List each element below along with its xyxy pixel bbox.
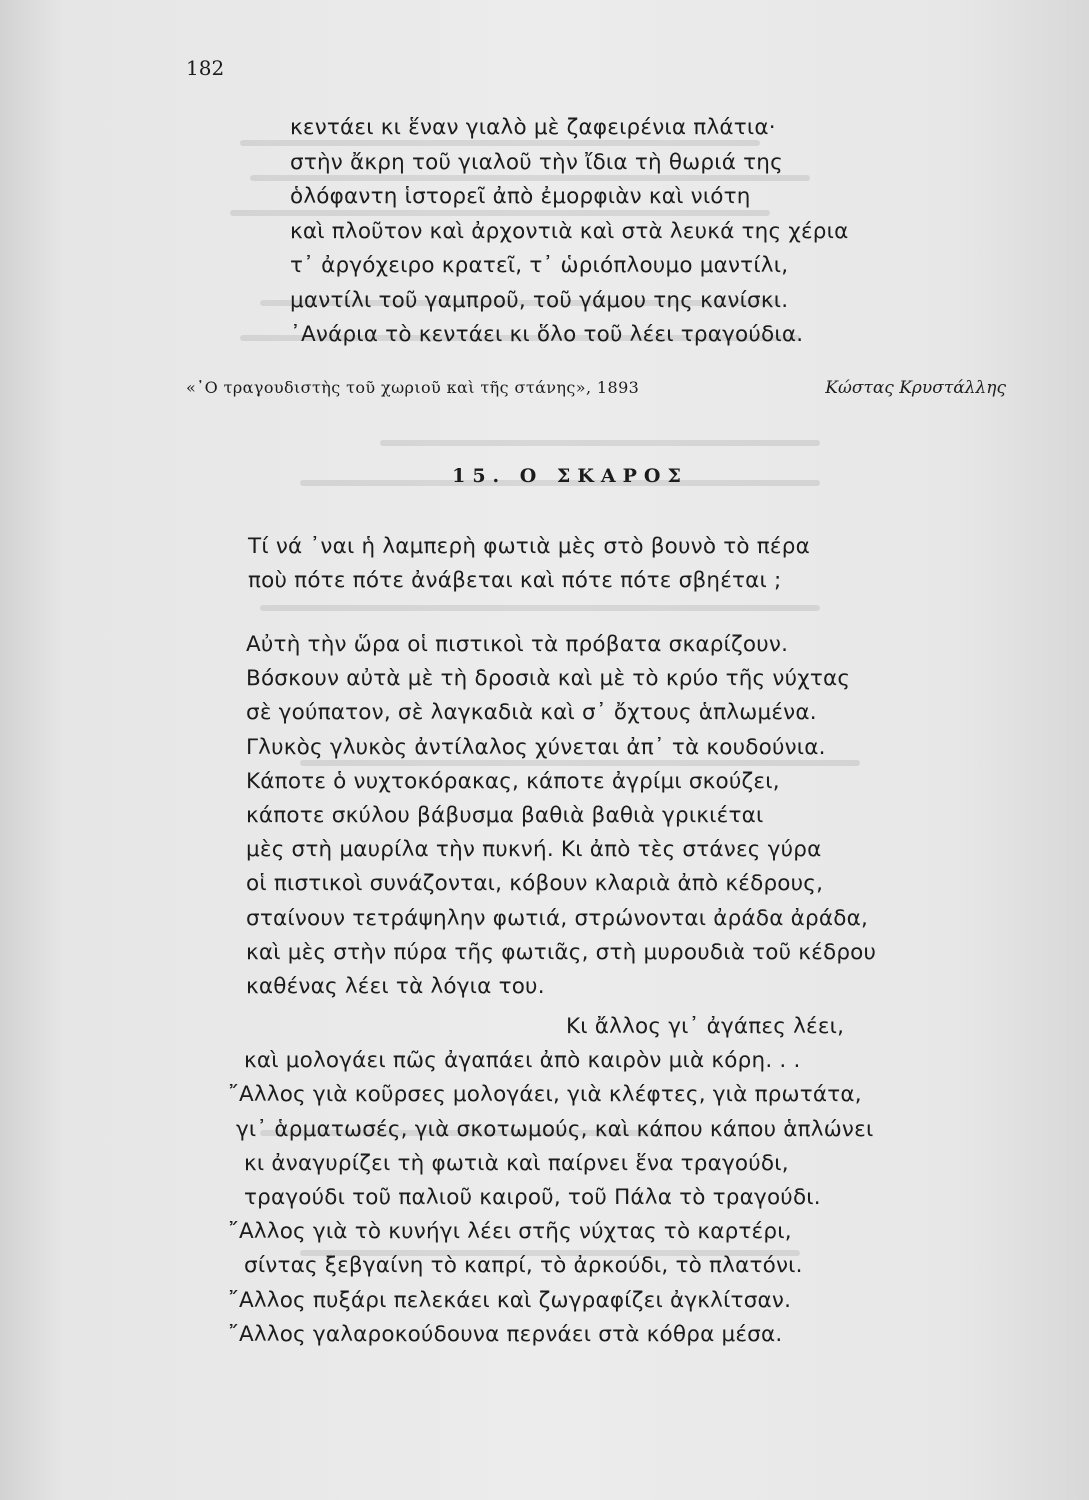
attribution [186, 378, 1006, 406]
verse-line: γι᾿ ἁρματωσές, γιὰ σκοτωμούς, καὶ κάπου κάπου ἁπλώνει [236, 1116, 874, 1142]
verse-line: ᾿Ανάρια τὸ κεντάει κι ὅλο τοῦ λέει τραγούδια. [290, 322, 804, 347]
page-number: 182 [186, 56, 225, 80]
stanza [228, 1010, 873, 1352]
verse-line: ποὺ πότε πότε ἀνάβεται καὶ πότε πότε σβηέται ; [248, 568, 782, 594]
author-name: Κώστας Κρυστάλλης [825, 378, 1006, 398]
verse-line: ῎Αλλος γαλαροκούδουνα περνάει στὰ κόθρα μέσα. [228, 1321, 783, 1347]
verse-line: καὶ μολογάει πῶς ἀγαπάει ἀπὸ καιρὸν μιὰ κόρη. . . [244, 1048, 801, 1074]
verse-line: κι ἀναγυρίζει τὴ φωτιὰ καὶ παίρνει ἕνα τραγούδι, [244, 1150, 789, 1176]
verse-line: Βόσκουν αὐτὰ μὲ τὴ δροσιὰ καὶ μὲ τὸ κρύο τῆς νύχτας [246, 666, 851, 692]
verse-line: κεντάει κι ἕναν γιαλὸ μὲ ζαφειρένια πλάτια· [290, 115, 776, 140]
verse-line: καὶ πλοῦτον καὶ ἀρχοντιὰ καὶ στὰ λευκά της χέρια [290, 218, 849, 244]
poem-excerpt [290, 111, 849, 353]
verse-line: μὲς στὴ μαυρίλα τὴν πυκνή. Κι ἀπὸ τὲς στάνες γύρα [246, 837, 822, 863]
section-heading: 15. Ο ΣΚΑΡΟΣ [452, 465, 688, 487]
verse-line: μαντίλι τοῦ γαμπροῦ, τοῦ γάμου της κανίσκι. [290, 287, 789, 313]
stanza [246, 628, 876, 1004]
source-citation: «᾿Ο τραγουδιστὴς τοῦ χωριοῦ καὶ τῆς στάνης», 1893 [186, 378, 640, 397]
stanza [248, 530, 810, 598]
verse-line: κάποτε σκύλου βάβυσμα βαθιὰ βαθιὰ γρικιέται [246, 802, 764, 828]
verse-line: Αὐτὴ τὴν ὥρα οἱ πιστικοὶ τὰ πρόβατα σκαρίζουν. [246, 632, 789, 657]
verse-line: τ᾿ ἀργόχειρο κρατεῖ, τ᾿ ὡριόπλουμο μαντίλι, [290, 253, 789, 278]
verse-line: ῎Αλλος γιὰ κοῦρσες μολογάει, γιὰ κλέφτες, γιὰ πρωτάτα, [228, 1082, 862, 1108]
verse-line: σταίνουν τετράψηλην φωτιά, στρώνονται ἀράδα ἀράδα, [246, 905, 868, 931]
verse-line: Κι ἄλλος γι᾿ ἀγάπες λέει, [566, 1014, 845, 1039]
verse-line: Γλυκὸς γλυκὸς ἀντίλαλος χύνεται ἀπ᾿ τὰ κουδούνια. [246, 734, 826, 760]
verse-line: ῎Αλλος πυξάρι πελεκάει καὶ ζωγραφίζει ἀγκλίτσαν. [228, 1287, 792, 1313]
verse-line: ῎Αλλος γιὰ τὸ κυνήγι λέει στῆς νύχτας τὸ καρτέρι, [228, 1219, 792, 1245]
verse-line: Κάποτε ὁ νυχτοκόρακας, κάποτε ἀγρίμι σκούζει, [246, 768, 780, 794]
verse-line: στὴν ἄκρη τοῦ γιαλοῦ τὴν ἴδια τὴ θωριά της [290, 149, 783, 175]
verse-line: ὁλόφαντη ἱστορεῖ ἀπὸ ἐμορφιὰν καὶ νιότη [290, 184, 751, 209]
verse-line: τραγούδι τοῦ παλιοῦ καιροῦ, τοῦ Πάλα τὸ τραγούδι. [244, 1184, 821, 1210]
verse-line: καθένας λέει τὰ λόγια του. [246, 973, 545, 999]
verse-line: σίντας ξεβγαίνη τὸ καπρί, τὸ ἀρκούδι, τὸ πλατόνι. [244, 1253, 803, 1279]
verse-line: σὲ γούπατον, σὲ λαγκαδιὰ καὶ σ᾿ ὄχτους ἁπλωμένα. [246, 700, 817, 726]
verse-line: καὶ μὲς στὴν πύρα τῆς φωτιᾶς, στὴ μυρουδιὰ τοῦ κέδρου [246, 939, 877, 965]
verse-line: οἱ πιστικοὶ συνάζονται, κόβουν κλαριὰ ἀπὸ κέδρους, [246, 871, 824, 897]
verse-line: Τί νά ᾿ναι ἡ λαμπερὴ φωτιὰ μὲς στὸ βουνὸ τὸ πέρα [248, 534, 810, 559]
